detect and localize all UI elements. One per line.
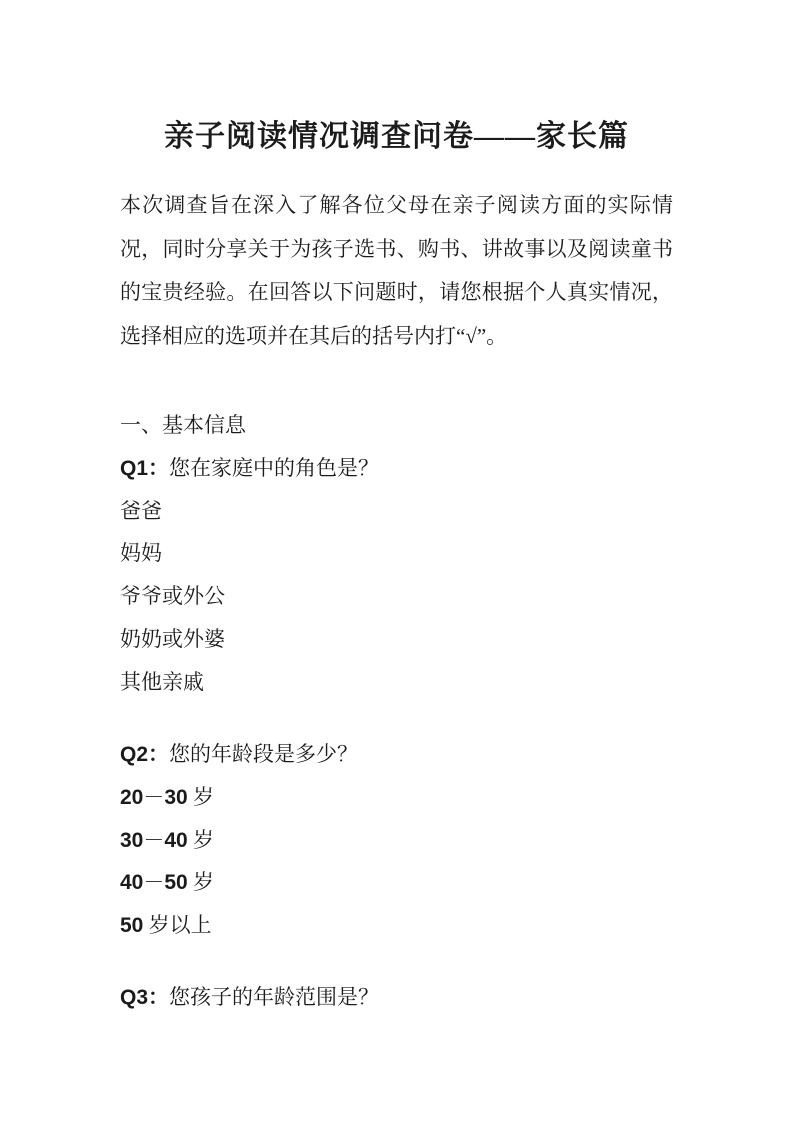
option-q2-3: 40－50 岁 [120, 870, 214, 895]
option-q1-2: 妈妈 [120, 541, 162, 566]
option-q2-1: 20－30 岁 [120, 784, 214, 809]
document-title: 亲子阅读情况调查问卷——家长篇 [164, 120, 629, 153]
question-q3 [120, 976, 720, 1019]
option-q1-3: 爷爷或外公 [120, 584, 225, 609]
question-q3-block [120, 976, 720, 1019]
intro-line-4: 选择相应的选项并在其后的括号内打“√”。 [120, 323, 508, 348]
section-heading: 一、基本信息 [120, 413, 246, 437]
intro-line-2: 况，同时分享关于为孩子选书、购书、讲故事以及阅读童书 [120, 236, 673, 261]
question-q1 [120, 447, 720, 490]
intro-line-3: 的宝贵经验。在回答以下问题时，请您根据个人真实情况， [120, 280, 673, 304]
question-q2 [120, 733, 720, 776]
intro-paragraph [120, 184, 673, 358]
section-basic-info [120, 404, 720, 704]
question-q1-text: 您在家庭中的角色是？ [169, 455, 380, 480]
option-q2-4: 50 岁以上 [120, 913, 212, 938]
question-q3-text: 您孩子的年龄范围是？ [169, 985, 380, 1009]
question-q2-text: 您的年龄段是多少？ [169, 742, 359, 766]
question-q2-number: Q2： [120, 743, 170, 766]
intro-line-1: 本次调查旨在深入了解各位父母在亲子阅读方面的实际情 [120, 193, 673, 217]
option-q1-4: 奶奶或外婆 [120, 626, 225, 651]
question-q3-number: Q3： [120, 986, 170, 1009]
question-q2-block [120, 733, 720, 947]
question-q1-number: Q1： [120, 456, 170, 480]
option-q1-5: 其他亲戚 [120, 669, 204, 694]
option-q2-2: 30－40 岁 [120, 827, 214, 852]
option-q1-1: 爸爸 [120, 498, 162, 523]
